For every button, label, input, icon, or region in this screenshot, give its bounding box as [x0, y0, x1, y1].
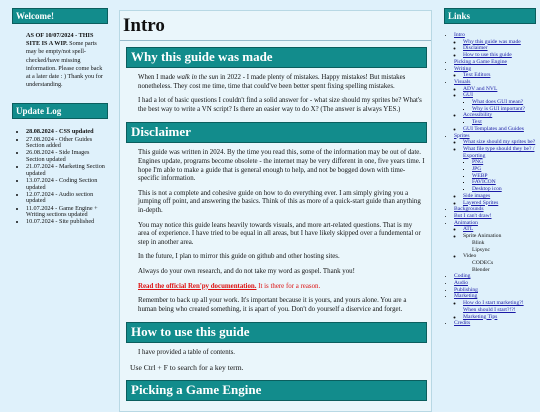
toc-gui[interactable]: GUI — [463, 92, 473, 99]
right-sidebar — [444, 8, 536, 327]
toc-text[interactable]: Text — [472, 119, 482, 126]
paragraph: Remember to back up all your work. It's important because it is yours, and yours alone. You are a human being who created something, it is apart of you. Don't do yourself a diservice and forget. — [138, 297, 407, 313]
toc-side-images[interactable]: Side images — [463, 192, 491, 199]
toc-intro[interactable]: Intro — [454, 32, 465, 38]
paragraph: You may notice this guide leans heavily towards visuals, and more art-related questions. That is my area of experience. I have tried to be equal in all areas, but I have likely skipped over a fundemental or step in another area. — [138, 221, 421, 246]
update-item: • 13.07.2024 - Coding Section updated — [26, 178, 108, 191]
paragraph: Always do your own research, and do not take my word as gospel. Thank you! — [138, 267, 355, 275]
toc-lipsync: Lipsync — [472, 246, 491, 253]
section-disclaimer — [138, 149, 425, 314]
wip-notice: AS OF 10/07/2024 - THIS SITE IS A WIP. — [26, 32, 94, 48]
toc-text-editors[interactable]: Text Editors — [463, 72, 491, 79]
toc-visuals[interactable]: Visuals — [454, 78, 471, 85]
toc-atl[interactable]: ATL — [463, 226, 474, 233]
update-item: • 28.08.2024 - CSS updated — [26, 129, 108, 136]
toc-desktop-icon[interactable]: Desktop icon — [472, 186, 502, 193]
toc-animation[interactable]: Animation — [454, 219, 478, 226]
section-header-why: Why this guide was made — [126, 47, 427, 68]
toc-layered-sprites[interactable]: Layered Sprites — [463, 199, 499, 206]
paragraph: I have provided a table of contents. — [138, 349, 236, 357]
paragraph: Read the official Ren'py documentation. It is there for a reason. — [138, 282, 321, 290]
toc-publishing[interactable]: Publishing — [454, 286, 478, 293]
toc-codecs: CODECs — [472, 259, 494, 266]
toc-why[interactable]: Why this guide was made — [463, 38, 521, 45]
toc-list — [444, 32, 536, 327]
toc-accessibility[interactable]: Accessibility — [463, 112, 493, 119]
update-item: • 27.08.2024 - Other Guides Section added — [26, 137, 108, 150]
toc-cant-draw[interactable]: But I can't draw! — [454, 212, 492, 219]
update-log-header: Update Log — [12, 103, 108, 119]
toc-file-type[interactable]: What file type should they be? / Exporting — [463, 145, 535, 159]
toc-start-marketing[interactable]: How do I start marketing?! When should I start?!?! — [463, 300, 524, 313]
welcome-header: Welcome! — [12, 8, 108, 24]
toc-gui-meaning[interactable]: What does GUI mean? — [472, 99, 524, 106]
section-header-how: How to use this guide — [126, 322, 427, 343]
toc-marketing[interactable]: Marketing — [454, 293, 478, 300]
paragraph: This guide was written in 2024. By the time you read this, some of the information may be out of date. Engines update, programs become obsolete - the internet may be very different in one, five years time. I hope I'm able to make a guide that is general enough to help, and not be bogged down with time-specific information. — [138, 149, 425, 183]
section-header-disclaimer: Disclaimer — [126, 122, 427, 143]
paragraph: This is not a complete and cohesive guide on how to do everything ever. I am simply giving you a jumping off point, and answering the basics. Think of this as more of a quick-start guide than anything in-depth. — [138, 189, 421, 214]
renpy-docs-link[interactable]: Read the official Ren'py documentation. — [138, 282, 257, 290]
toc-webp[interactable]: WEBP — [472, 172, 488, 179]
toc-video: Video — [463, 253, 477, 260]
update-item: • 12.07.2024 - Audio section updated — [26, 192, 108, 205]
left-sidebar — [12, 8, 108, 226]
links-header: Links — [444, 8, 536, 24]
update-item: • 10.07.2024 - Site published — [26, 219, 108, 226]
section-how — [130, 349, 425, 372]
toc-jpg[interactable]: JPG — [472, 166, 482, 173]
toc-gui-important[interactable]: Why is GUI important? — [472, 105, 525, 112]
toc-how-to[interactable]: How to use this guide — [463, 52, 512, 59]
welcome-message — [12, 24, 108, 95]
paragraph: I had a lot of basic questions I couldn't find a solid answer for - what size should my sprites be? What's the best way to write a VN script? Is there an easier way to do X? (The answer is always YES.) — [138, 97, 422, 113]
toc-credits[interactable]: Credits — [454, 320, 471, 327]
toc-favicon[interactable]: FAVICON — [472, 179, 496, 186]
update-item: • 26.08.2024 - Side Images Section updated — [26, 150, 108, 163]
paragraph: When I made walk in the sun in 2022 - I made plenty of mistakes. Happy mistakes! But mistakes nonetheless. They cost me time, time that could've been better spent fixing spelling mistakes. — [138, 74, 406, 90]
toc-sprite-size[interactable]: What size should my sprites be? — [463, 139, 536, 146]
update-item: • 21.07.2024 - Marketing Section updated — [26, 164, 108, 177]
section-header-engine: Picking a Game Engine — [126, 380, 427, 401]
toc-audio[interactable]: Audio — [454, 280, 468, 287]
toc-disclaimer[interactable]: Disclaimer — [463, 45, 488, 52]
toc-gui-templates[interactable]: GUI Templates and Guides — [463, 125, 524, 132]
toc-backgrounds[interactable]: Backgrounds — [454, 206, 484, 213]
update-log-list — [12, 129, 108, 225]
toc-sprite-animation: Sprite Animation — [463, 233, 502, 240]
paragraph: Use Ctrl + F to search for a key term. — [130, 362, 244, 372]
toc-marketing-tips[interactable]: Marketing Tips — [463, 313, 498, 320]
section-why — [138, 74, 425, 114]
page-title: Intro — [120, 11, 431, 41]
toc-writing[interactable]: Writing — [454, 65, 472, 72]
toc-png[interactable]: PNG — [472, 159, 484, 166]
toc-blink: Blink — [472, 239, 485, 246]
main-content — [119, 10, 432, 412]
toc-blender: Blender — [472, 266, 490, 273]
toc-sprites[interactable]: Sprites — [454, 132, 470, 139]
update-item: • 11.07.2024 - Game Engine + Writing sections updated — [26, 206, 108, 219]
toc-engine[interactable]: Picking a Game Engine — [454, 58, 507, 65]
toc-coding[interactable]: Coding — [454, 273, 471, 280]
paragraph: In the future, I plan to mirror this guide on github and other hosting sites. — [138, 253, 340, 261]
toc-adv-nvl[interactable]: ADV and NVL — [463, 85, 498, 92]
welcome-body: Some parts may be empty/not spell-checked/have missing information. Please come back at a later date : ) Thank you for understanding. — [26, 40, 103, 89]
game-title: walk in the sun — [176, 74, 219, 81]
